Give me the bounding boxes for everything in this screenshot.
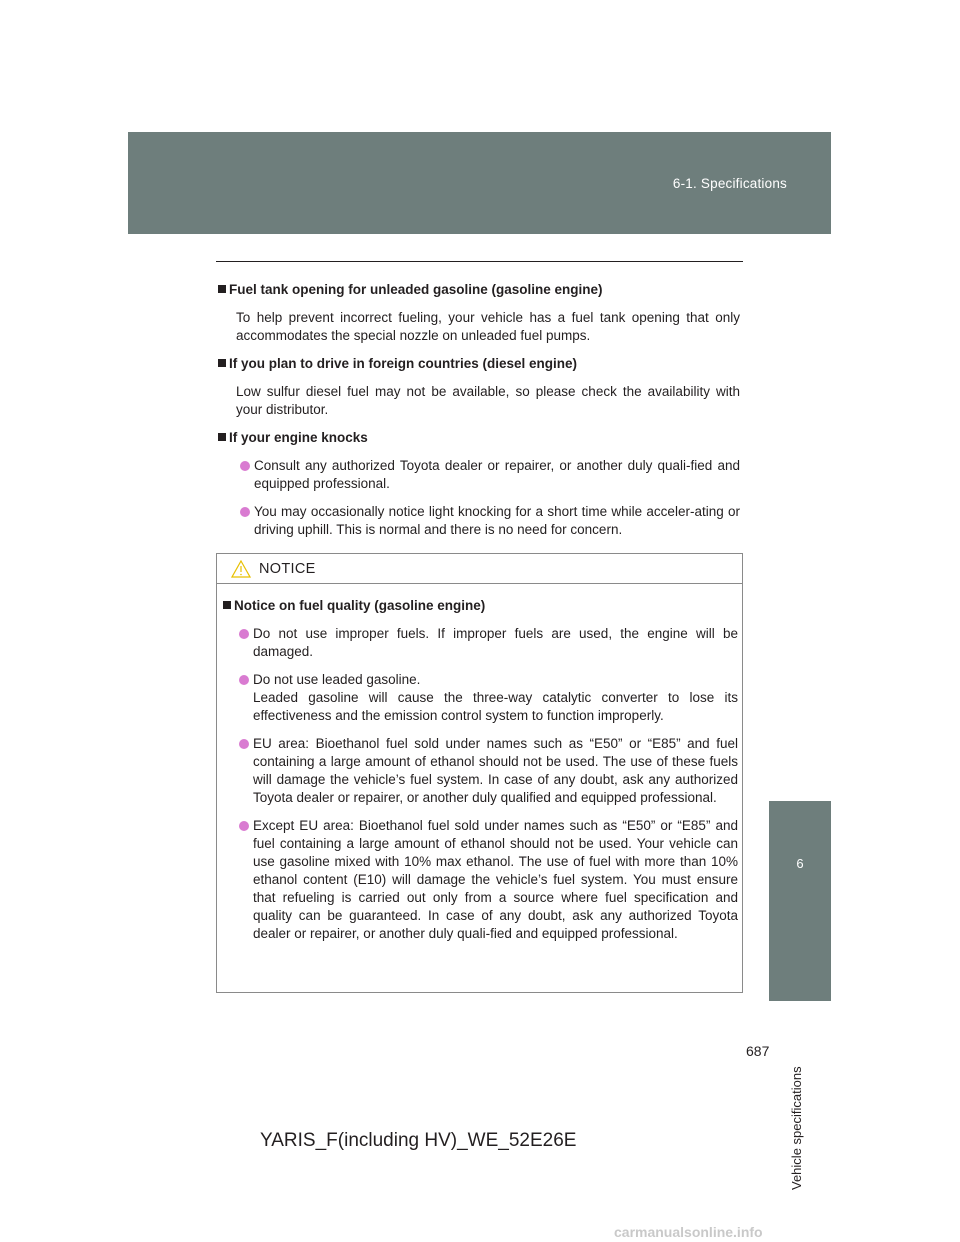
- chapter-tab: [769, 801, 831, 1001]
- chapter-number: 6: [796, 856, 804, 871]
- section-heading: Fuel tank opening for unleaded gasoline (gasoline engine): [218, 281, 740, 299]
- list-item-text: Do not use improper fuels. If improper fuels are used, the engine will be damaged.: [253, 626, 738, 659]
- list-item: [218, 503, 740, 539]
- list-item-text: Consult any authorized Toyota dealer or repairer, or another duly quali-fied and equipped professional.: [254, 458, 740, 491]
- list-item: [223, 817, 738, 943]
- header-band: [128, 132, 831, 234]
- bullet-icon: [239, 675, 249, 685]
- section-heading: If your engine knocks: [218, 429, 740, 447]
- notice-body: [217, 584, 742, 943]
- section-title: 6-1. Specifications: [672, 176, 787, 191]
- list-item: [218, 457, 740, 493]
- list-item-text: Except EU area: Bioethanol fuel sold under names such as “E50” or “E85” and fuel containing a large amount of ethanol should not be used. Your vehicle can use gasoline mixed with 10% max ethanol. The use of fuel with more than 10% ethanol content (E10) will damage the vehicle’s fuel system. You must ensure that refueling is carried out only from a source where fuel specification and quality can be guaranteed. In case of any doubt, ask any authorized Toyota dealer or repairer, or another duly quali-fied and equipped professional.: [253, 818, 738, 941]
- top-divider: [216, 261, 743, 262]
- chapter-label: Vehicle specifications: [789, 1066, 804, 1190]
- notice-heading: Notice on fuel quality (gasoline engine): [223, 597, 738, 615]
- list-item-text: EU area: Bioethanol fuel sold under names such as “E50” or “E85” and fuel containing a large amount of ethanol should not be used. The use of these fuels will damage the vehicle’s fuel system. In case of any doubt, ask any authorized Toyota dealer or repairer, or another duly qualified and equipped professional.: [253, 736, 738, 805]
- bullet-icon: [239, 821, 249, 831]
- list-item: [223, 671, 738, 725]
- list-item: [223, 625, 738, 661]
- bullet-icon: [240, 507, 250, 517]
- warning-triangle-icon: [231, 560, 251, 578]
- document-code: YARIS_F(including HV)_WE_52E26E: [260, 1130, 577, 1151]
- notice-box: [216, 553, 743, 993]
- bullet-icon: [239, 739, 249, 749]
- bullet-icon: [240, 461, 250, 471]
- watermark: carmanualsonline.info: [614, 1224, 763, 1240]
- list-item-subtext: Leaded gasoline will cause the three-way catalytic converter to lose its effectiveness and the emission control system to function improperly.: [253, 690, 738, 723]
- main-content: [218, 281, 740, 549]
- section-text: Low sulfur diesel fuel may not be available, so please check the availability with your distributor.: [236, 384, 740, 417]
- section-text: To help prevent incorrect fueling, your vehicle has a fuel tank opening that only accommodates the special nozzle on unleaded fuel pumps.: [236, 310, 740, 343]
- page-number: 687: [746, 1043, 770, 1059]
- notice-title: NOTICE: [259, 561, 316, 577]
- section-heading: If you plan to drive in foreign countries (diesel engine): [218, 355, 740, 373]
- notice-header: [217, 554, 742, 584]
- list-item-text: Do not use leaded gasoline.: [253, 672, 421, 687]
- list-item-text: You may occasionally notice light knocking for a short time while acceler-ating or driving uphill. This is normal and there is no need for concern.: [254, 504, 740, 537]
- bullet-icon: [239, 629, 249, 639]
- list-item: [223, 735, 738, 807]
